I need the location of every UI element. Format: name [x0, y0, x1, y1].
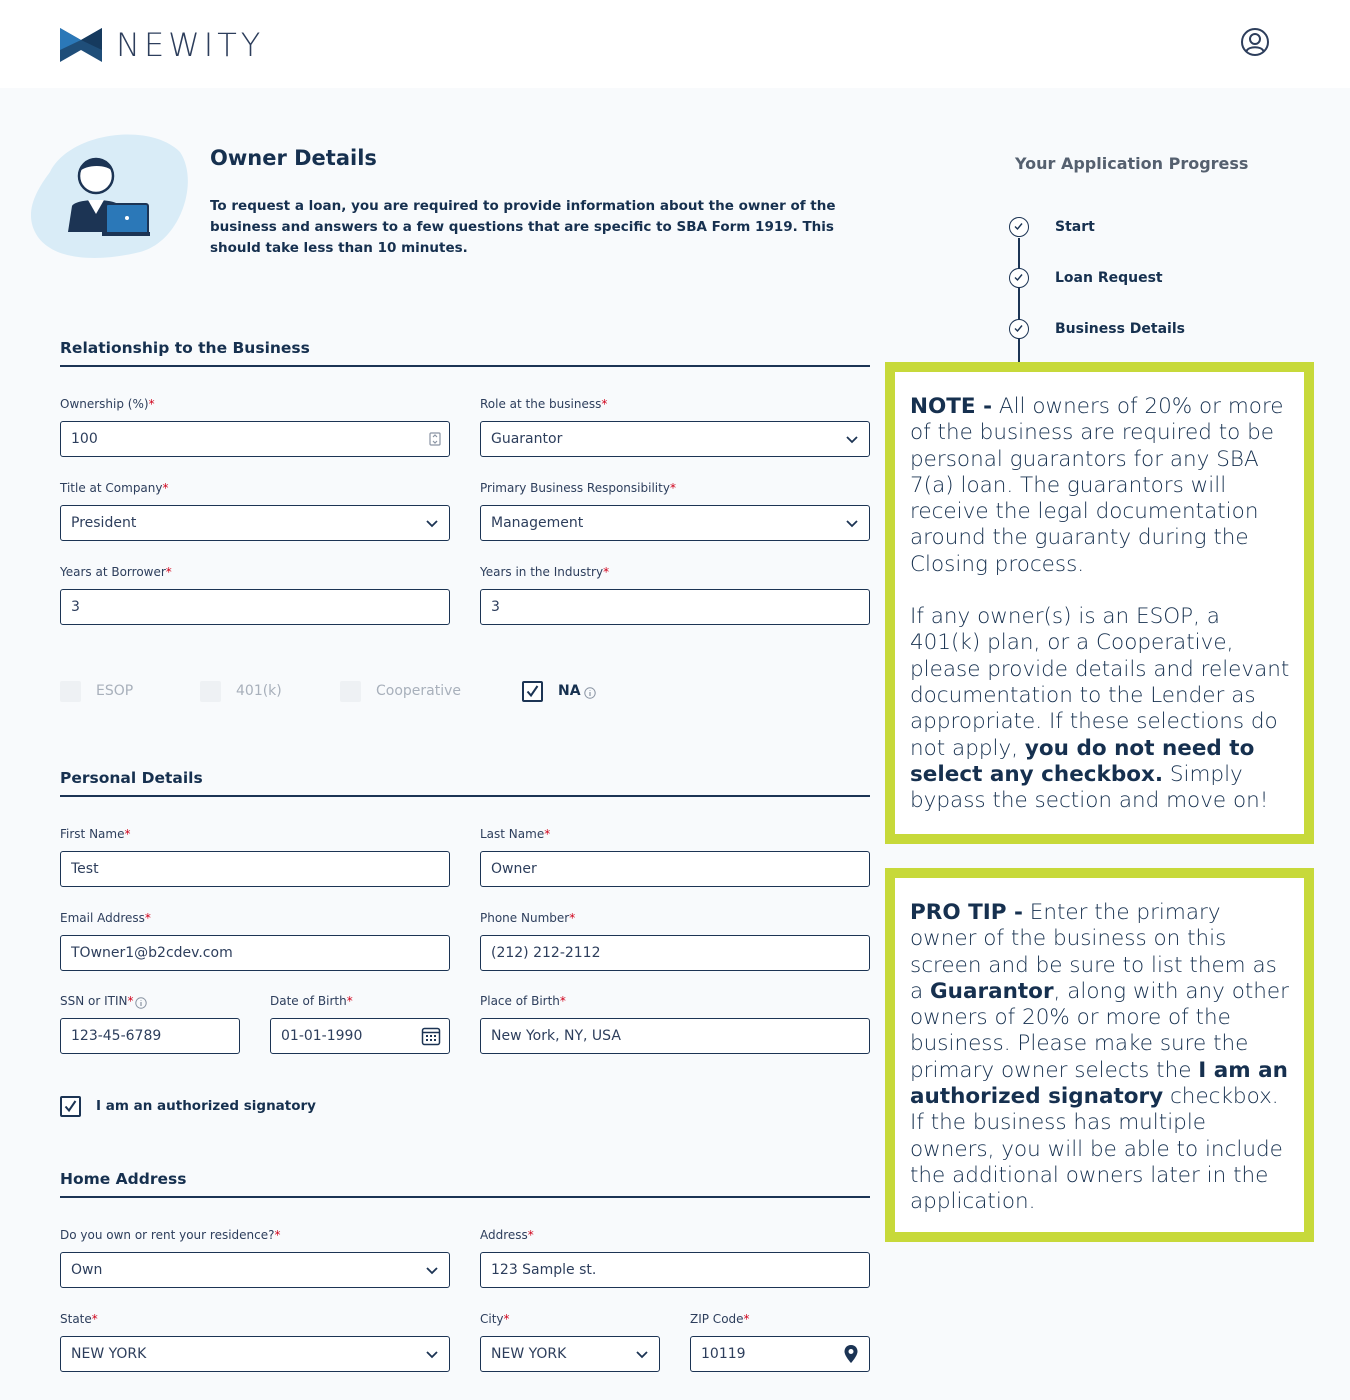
address-input[interactable]: 123 Sample st.	[480, 1252, 870, 1288]
zip-input[interactable]: 10119	[690, 1336, 870, 1372]
checkmark-icon	[62, 1098, 79, 1115]
chevron-down-icon	[425, 1347, 439, 1361]
checkmark-icon	[524, 683, 541, 700]
first-name-label: First Name*	[60, 827, 131, 841]
calendar-icon[interactable]	[421, 1026, 441, 1046]
title-select[interactable]: President	[60, 505, 450, 541]
dob-label: Date of Birth*	[270, 994, 353, 1008]
page-intro: To request a loan, you are required to provide information about the owner of the business and answers to a few questions that are specific to SBA Form 1919. This should take less than 10 minutes.	[210, 198, 836, 256]
progress-track	[1018, 238, 1020, 362]
chevron-down-icon	[845, 516, 859, 530]
own-rent-select[interactable]: Own	[60, 1252, 450, 1288]
phone-label: Phone Number*	[480, 911, 576, 925]
note-text: Simply bypass the section and move on!	[910, 761, 1269, 814]
ownership-input[interactable]: 100	[60, 421, 450, 457]
state-select[interactable]: NEW YORK	[60, 1336, 450, 1372]
authorized-signatory-checkbox[interactable]	[60, 1096, 81, 1117]
email-label: Email Address*	[60, 911, 151, 925]
tip-text: , along with any other owners of 20% or more of the business. Please make sure the primary owner selects the	[910, 978, 1289, 1083]
chevron-down-icon	[425, 1263, 439, 1277]
tip-emphasis: I am an authorized signatory	[910, 1057, 1288, 1110]
note-callout	[885, 362, 1314, 844]
tip-emphasis: Guarantor	[930, 978, 1054, 1004]
own-rent-label: Do you own or rent your residence?*	[60, 1228, 281, 1242]
section-title-personal: Personal Details	[60, 769, 203, 787]
authorized-signatory-label: I am an authorized signatory	[96, 1098, 316, 1114]
pro-tip-callout	[885, 868, 1314, 1242]
pob-label: Place of Birth*	[480, 994, 566, 1008]
ssn-label: SSN or ITIN*	[60, 994, 134, 1008]
owner-illustration	[30, 132, 188, 258]
chevron-down-icon	[845, 432, 859, 446]
years-borrower-input[interactable]: 3	[60, 589, 450, 625]
esop-label: ESOP	[96, 683, 134, 699]
progress-step-business-details[interactable]: Business Details	[1055, 321, 1185, 337]
step-complete-icon	[1009, 319, 1029, 339]
zip-label: ZIP Code*	[690, 1312, 750, 1326]
step-complete-icon	[1009, 217, 1029, 237]
city-label: City*	[480, 1312, 510, 1326]
section-divider	[60, 1196, 870, 1198]
brand-logo[interactable]	[60, 26, 264, 64]
stepper-icon[interactable]	[429, 432, 441, 446]
title-label: Title at Company*	[60, 481, 169, 495]
city-select[interactable]: NEW YORK	[480, 1336, 660, 1372]
note-text: All owners of 20% or more of the business are required to be personal guarantors for any SBA 7(a) loan. The guarantors will receive the legal documentation around the guaranty during the Closing process.	[910, 394, 1284, 577]
newity-logo-icon	[60, 28, 102, 62]
ssn-input[interactable]: 123-45-6789	[60, 1018, 240, 1054]
step-complete-icon	[1009, 268, 1029, 288]
note-emphasis: you do not need to select any checkbox.	[910, 735, 1255, 787]
brand-name: NEWITY	[116, 26, 265, 64]
years-borrower-label: Years at Borrower*	[60, 565, 172, 579]
pob-input[interactable]: New York, NY, USA	[480, 1018, 870, 1054]
cooperative-label: Cooperative	[376, 683, 462, 699]
section-divider	[60, 795, 870, 797]
note-text: If any owner(s) is an ESOP, a 401(k) plan, or a Cooperative, please provide details and relevant documentation to the Lender as appropriate. If these selections do not apply,	[910, 604, 1290, 761]
user-account-icon[interactable]	[1240, 27, 1270, 57]
esop-checkbox[interactable]	[60, 681, 81, 702]
na-label: NA	[558, 683, 581, 699]
progress-step-loan-request[interactable]: Loan Request	[1055, 270, 1163, 286]
progress-step-start[interactable]: Start	[1055, 219, 1095, 235]
years-industry-label: Years in the Industry*	[480, 565, 610, 579]
last-name-label: Last Name*	[480, 827, 551, 841]
section-title-relationship: Relationship to the Business	[60, 339, 310, 357]
info-icon[interactable]	[584, 687, 596, 699]
note-lead: NOTE -	[910, 394, 993, 419]
role-label: Role at the business*	[480, 397, 608, 411]
chevron-down-icon	[635, 1347, 649, 1361]
location-pin-icon[interactable]	[843, 1344, 859, 1364]
email-input[interactable]: TOwner1@b2cdev.com	[60, 935, 450, 971]
tip-text: checkbox. If the business has multiple owners, you will be able to include the additional owners later in the application.	[910, 1084, 1283, 1215]
years-industry-input[interactable]: 3	[480, 589, 870, 625]
section-divider	[60, 365, 870, 367]
ownership-label: Ownership (%)*	[60, 397, 155, 411]
first-name-input[interactable]: Test	[60, 851, 450, 887]
401k-label: 401(k)	[236, 683, 282, 699]
responsibility-select[interactable]: Management	[480, 505, 870, 541]
state-label: State*	[60, 1312, 98, 1326]
401k-checkbox[interactable]	[200, 681, 221, 702]
phone-input[interactable]: (212) 212-2112	[480, 935, 870, 971]
cooperative-checkbox[interactable]	[340, 681, 361, 702]
responsibility-label: Primary Business Responsibility*	[480, 481, 676, 495]
chevron-down-icon	[425, 516, 439, 530]
role-select[interactable]: Guarantor	[480, 421, 870, 457]
na-checkbox[interactable]	[522, 681, 543, 702]
page-title: Owner Details	[210, 146, 377, 170]
top-bar	[0, 0, 1350, 88]
progress-title: Your Application Progress	[1015, 154, 1249, 173]
last-name-input[interactable]: Owner	[480, 851, 870, 887]
info-icon[interactable]	[135, 997, 147, 1009]
section-title-home: Home Address	[60, 1170, 187, 1188]
tip-text: Enter the primary owner of the business on this screen and be sure to list them as a	[910, 900, 1277, 1004]
address-label: Address*	[480, 1228, 534, 1242]
dob-input[interactable]: 01-01-1990	[270, 1018, 450, 1054]
tip-lead: PRO TIP -	[910, 900, 1023, 925]
